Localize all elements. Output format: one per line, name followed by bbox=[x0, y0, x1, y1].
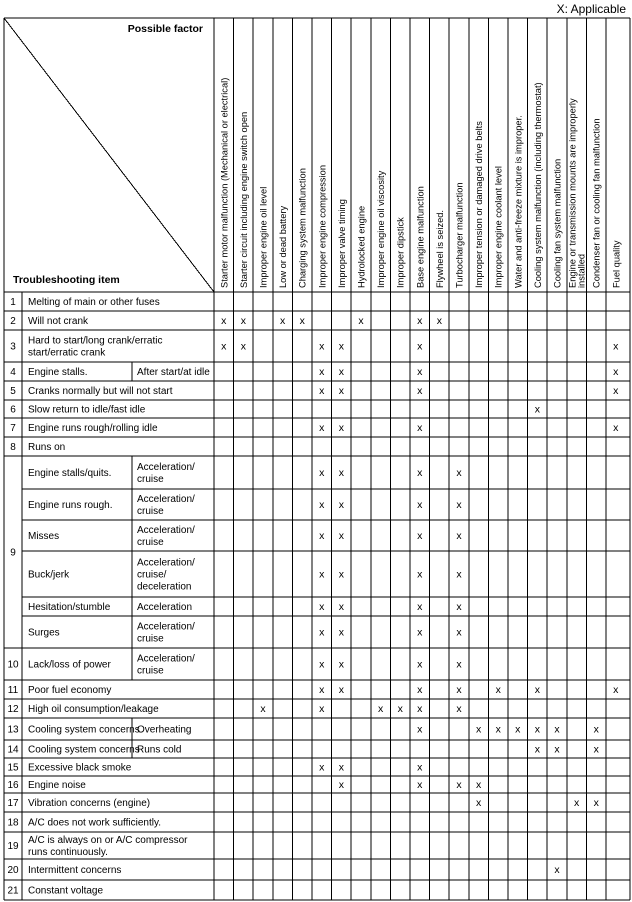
row-number: 17 bbox=[7, 798, 19, 809]
row-number: 10 bbox=[7, 659, 19, 671]
troubleshooting-item: Surges bbox=[28, 627, 60, 639]
applicable-mark: x bbox=[319, 658, 325, 671]
condition-label: Overheating bbox=[137, 724, 192, 736]
applicable-mark: x bbox=[613, 385, 619, 397]
factor-label: Engine or transmission mounts are improperly bbox=[567, 98, 578, 288]
applicable-mark: x bbox=[338, 568, 345, 581]
troubleshooting-item: Hard to start/long crank/erratic bbox=[28, 335, 163, 347]
applicable-mark: x bbox=[417, 703, 423, 715]
troubleshooting-item: Cooling system concerns bbox=[28, 724, 140, 736]
applicable-mark: x bbox=[534, 684, 541, 696]
applicable-mark: x bbox=[573, 797, 580, 809]
applicable-mark: x bbox=[319, 684, 325, 696]
condition-label: Acceleration/ bbox=[137, 494, 195, 505]
factor-label: Improper engine coolant level bbox=[493, 166, 504, 288]
applicable-mark: x bbox=[417, 684, 423, 696]
legend-note: X: Applicable bbox=[556, 2, 626, 16]
factor-label: Improper tension or damaged drive belts bbox=[474, 121, 485, 288]
factor-label: installed bbox=[576, 253, 587, 288]
applicable-mark: x bbox=[319, 385, 325, 397]
applicable-mark: x bbox=[338, 530, 345, 542]
condition-label: Acceleration bbox=[137, 602, 193, 613]
row-number: 1 bbox=[10, 297, 16, 308]
applicable-mark: x bbox=[495, 723, 501, 736]
troubleshooting-item: Poor fuel economy bbox=[28, 685, 112, 696]
applicable-mark: x bbox=[279, 315, 286, 327]
troubleshooting-item: runs continuously. bbox=[28, 847, 108, 858]
applicable-mark: x bbox=[299, 315, 305, 327]
row-number: 16 bbox=[7, 780, 19, 791]
condition-label: Runs cold bbox=[137, 744, 182, 756]
applicable-mark: x bbox=[338, 684, 345, 696]
applicable-mark: x bbox=[417, 366, 423, 378]
troubleshooting-item: Will not crank bbox=[28, 316, 89, 327]
troubleshooting-item: Melting of main or other fuses bbox=[28, 297, 160, 308]
row-number: 5 bbox=[10, 386, 16, 397]
troubleshooting-item-label: Troubleshooting item bbox=[13, 274, 120, 286]
row-number: 11 bbox=[7, 685, 19, 696]
applicable-mark: x bbox=[456, 601, 462, 613]
applicable-mark: x bbox=[338, 499, 345, 511]
applicable-mark: x bbox=[475, 779, 482, 791]
troubleshooting-item: Slow return to idle/fast idle bbox=[28, 404, 146, 416]
applicable-mark: x bbox=[417, 467, 423, 479]
applicable-mark: x bbox=[377, 703, 384, 715]
factor-label: Low or dead battery bbox=[278, 205, 289, 288]
applicable-mark: x bbox=[319, 601, 325, 613]
applicable-mark: x bbox=[417, 422, 423, 434]
factor-label: Cooling system malfunction (including thermostat) bbox=[532, 82, 543, 288]
applicable-mark: x bbox=[260, 703, 266, 715]
row-number: 6 bbox=[10, 404, 16, 416]
applicable-mark: x bbox=[613, 422, 619, 434]
factor-label: Condenser fan or cooling fan malfunction bbox=[591, 118, 602, 288]
header-diagonal-line bbox=[4, 18, 214, 292]
troubleshooting-item: A/C does not work sufficiently. bbox=[28, 817, 162, 829]
factor-label: Cooling fan system malfunction bbox=[552, 158, 563, 288]
applicable-mark: x bbox=[338, 422, 345, 434]
applicable-mark: x bbox=[417, 530, 423, 542]
applicable-mark: x bbox=[319, 626, 325, 639]
row-number: 15 bbox=[7, 762, 19, 774]
factor-label: Turbocharger malfunction bbox=[454, 182, 465, 288]
applicable-mark: x bbox=[338, 779, 345, 791]
applicable-mark: x bbox=[319, 366, 325, 378]
applicable-mark: x bbox=[456, 467, 462, 479]
condition-label: Acceleration/ bbox=[137, 525, 195, 536]
applicable-mark: x bbox=[613, 684, 619, 696]
condition-label: cruise bbox=[137, 633, 164, 645]
applicable-mark: x bbox=[456, 499, 462, 511]
applicable-mark: x bbox=[417, 340, 423, 353]
troubleshooting-item: Engine stalls/quits. bbox=[28, 468, 112, 479]
applicable-mark: x bbox=[417, 626, 423, 639]
factor-label: Starter circuit including engine switch open bbox=[238, 111, 249, 288]
applicable-mark: x bbox=[534, 743, 541, 756]
condition-label: Acceleration/ bbox=[137, 621, 195, 633]
applicable-mark: x bbox=[534, 723, 541, 736]
factor-label: Water and anti-freeze mixture is improper. bbox=[513, 115, 524, 288]
troubleshooting-item: Misses bbox=[28, 531, 60, 542]
condition-label: deceleration bbox=[137, 581, 192, 593]
troubleshooting-item: Constant voltage bbox=[28, 885, 104, 897]
factor-label: Improper dipstick bbox=[395, 217, 406, 288]
applicable-mark: x bbox=[338, 761, 345, 774]
troubleshooting-item: Lack/loss of power bbox=[28, 659, 111, 671]
troubleshooting-item: Hesitation/stumble bbox=[28, 602, 111, 613]
row-number: 14 bbox=[7, 744, 19, 756]
applicable-mark: x bbox=[338, 385, 345, 397]
factor-label: Hydrolocked engine bbox=[356, 205, 367, 288]
applicable-mark: x bbox=[417, 761, 423, 774]
row-number: 21 bbox=[7, 885, 19, 897]
applicable-mark: x bbox=[456, 779, 462, 791]
troubleshooting-item: A/C is always on or A/C compressor bbox=[28, 835, 188, 846]
applicable-mark: x bbox=[456, 530, 462, 542]
applicable-mark: x bbox=[495, 684, 501, 696]
applicable-mark: x bbox=[456, 703, 462, 715]
troubleshooting-item: Cranks normally but will not start bbox=[28, 386, 173, 397]
applicable-mark: x bbox=[593, 797, 599, 809]
factor-label: Improper engine oil viscosity bbox=[376, 170, 387, 288]
applicable-mark: x bbox=[593, 743, 599, 756]
applicable-mark: x bbox=[417, 779, 423, 791]
factor-label: Flywheel is seized. bbox=[434, 209, 445, 288]
applicable-mark: x bbox=[358, 315, 364, 327]
troubleshooting-item: Excessive black smoke bbox=[28, 762, 132, 774]
applicable-mark: x bbox=[338, 366, 345, 378]
possible-factor-label: Possible factor bbox=[127, 23, 203, 35]
row-number: 8 bbox=[10, 442, 16, 453]
factor-label: Base engine malfunction bbox=[415, 186, 426, 288]
applicable-mark: x bbox=[593, 723, 599, 736]
condition-label: cruise/ bbox=[137, 569, 167, 581]
applicable-mark: x bbox=[240, 315, 247, 327]
troubleshooting-item: Engine noise bbox=[28, 780, 86, 791]
applicable-mark: x bbox=[319, 422, 325, 434]
applicable-mark: x bbox=[417, 601, 423, 613]
row-number: 19 bbox=[7, 841, 19, 852]
applicable-mark: x bbox=[221, 315, 227, 327]
applicable-mark: x bbox=[338, 626, 345, 639]
troubleshooting-item: Engine runs rough. bbox=[28, 500, 113, 511]
condition-label: cruise bbox=[137, 665, 164, 677]
applicable-mark: x bbox=[534, 403, 541, 416]
troubleshooting-item: Engine stalls. bbox=[28, 367, 88, 378]
row-number: 20 bbox=[7, 865, 19, 876]
row-number: 18 bbox=[7, 817, 19, 829]
applicable-mark: x bbox=[456, 626, 462, 639]
condition-label: cruise bbox=[137, 506, 164, 517]
applicable-mark: x bbox=[319, 761, 325, 774]
troubleshooting-item: Buck/jerk bbox=[28, 569, 70, 581]
row-number: 3 bbox=[10, 341, 16, 353]
factor-label: Improper engine compression bbox=[317, 165, 328, 288]
applicable-mark: x bbox=[456, 684, 462, 696]
applicable-mark: x bbox=[436, 315, 443, 327]
condition-label: cruise bbox=[137, 474, 164, 485]
applicable-mark: x bbox=[554, 864, 560, 876]
condition-label: Acceleration/ bbox=[137, 653, 195, 665]
troubleshooting-item: High oil consumption/leakage bbox=[28, 704, 159, 715]
applicable-mark: x bbox=[397, 703, 403, 715]
applicable-mark: x bbox=[221, 340, 227, 353]
applicable-mark: x bbox=[417, 568, 423, 581]
row-number: 12 bbox=[7, 704, 19, 715]
factor-label: Fuel quality bbox=[611, 240, 622, 288]
applicable-mark: x bbox=[613, 340, 619, 353]
factor-label: Starter motor malfunction (Mechanical or electrical) bbox=[219, 77, 230, 288]
troubleshooting-item: Runs on bbox=[28, 442, 66, 453]
applicable-mark: x bbox=[456, 568, 462, 581]
troubleshooting-item: Intermittent concerns bbox=[28, 865, 122, 876]
applicable-mark: x bbox=[338, 340, 345, 353]
applicable-mark: x bbox=[475, 723, 482, 736]
troubleshooting-item: start/erratic crank bbox=[28, 347, 106, 359]
factor-label: Improper valve timing bbox=[336, 199, 347, 288]
applicable-mark: x bbox=[613, 366, 619, 378]
applicable-mark: x bbox=[515, 723, 521, 736]
row-number: 7 bbox=[10, 423, 16, 434]
condition-label: cruise bbox=[137, 537, 164, 548]
applicable-mark: x bbox=[417, 658, 423, 671]
condition-label: Acceleration/ bbox=[137, 557, 195, 569]
applicable-mark: x bbox=[338, 467, 345, 479]
row-number: 13 bbox=[7, 724, 19, 736]
applicable-mark: x bbox=[475, 797, 482, 809]
applicable-mark: x bbox=[319, 703, 325, 715]
applicable-mark: x bbox=[554, 723, 560, 736]
troubleshooting-item: Cooling system concerns bbox=[28, 744, 140, 756]
applicable-mark: x bbox=[319, 340, 325, 353]
row-number: 2 bbox=[10, 316, 16, 327]
factor-label: Charging system malfunction bbox=[297, 168, 308, 288]
applicable-mark: x bbox=[240, 340, 247, 353]
troubleshooting-item: Vibration concerns (engine) bbox=[28, 798, 151, 809]
applicable-mark: x bbox=[319, 499, 325, 511]
applicable-mark: x bbox=[338, 601, 345, 613]
troubleshooting-item: Engine runs rough/rolling idle bbox=[28, 423, 158, 434]
applicable-mark: x bbox=[554, 743, 560, 756]
applicable-mark: x bbox=[319, 568, 325, 581]
condition-label: Acceleration/ bbox=[137, 462, 195, 473]
applicable-mark: x bbox=[456, 658, 462, 671]
applicable-mark: x bbox=[417, 385, 423, 397]
applicable-mark: x bbox=[417, 723, 423, 736]
row-number: 4 bbox=[10, 367, 16, 378]
factor-label: Improper engine oil level bbox=[258, 186, 269, 288]
applicable-mark: x bbox=[338, 658, 345, 671]
applicable-mark: x bbox=[319, 467, 325, 479]
applicable-mark: x bbox=[319, 530, 325, 542]
condition-label: After start/at idle bbox=[137, 367, 210, 378]
applicable-mark: x bbox=[417, 315, 423, 327]
row-number: 9 bbox=[10, 547, 16, 559]
applicable-mark: x bbox=[417, 499, 423, 511]
